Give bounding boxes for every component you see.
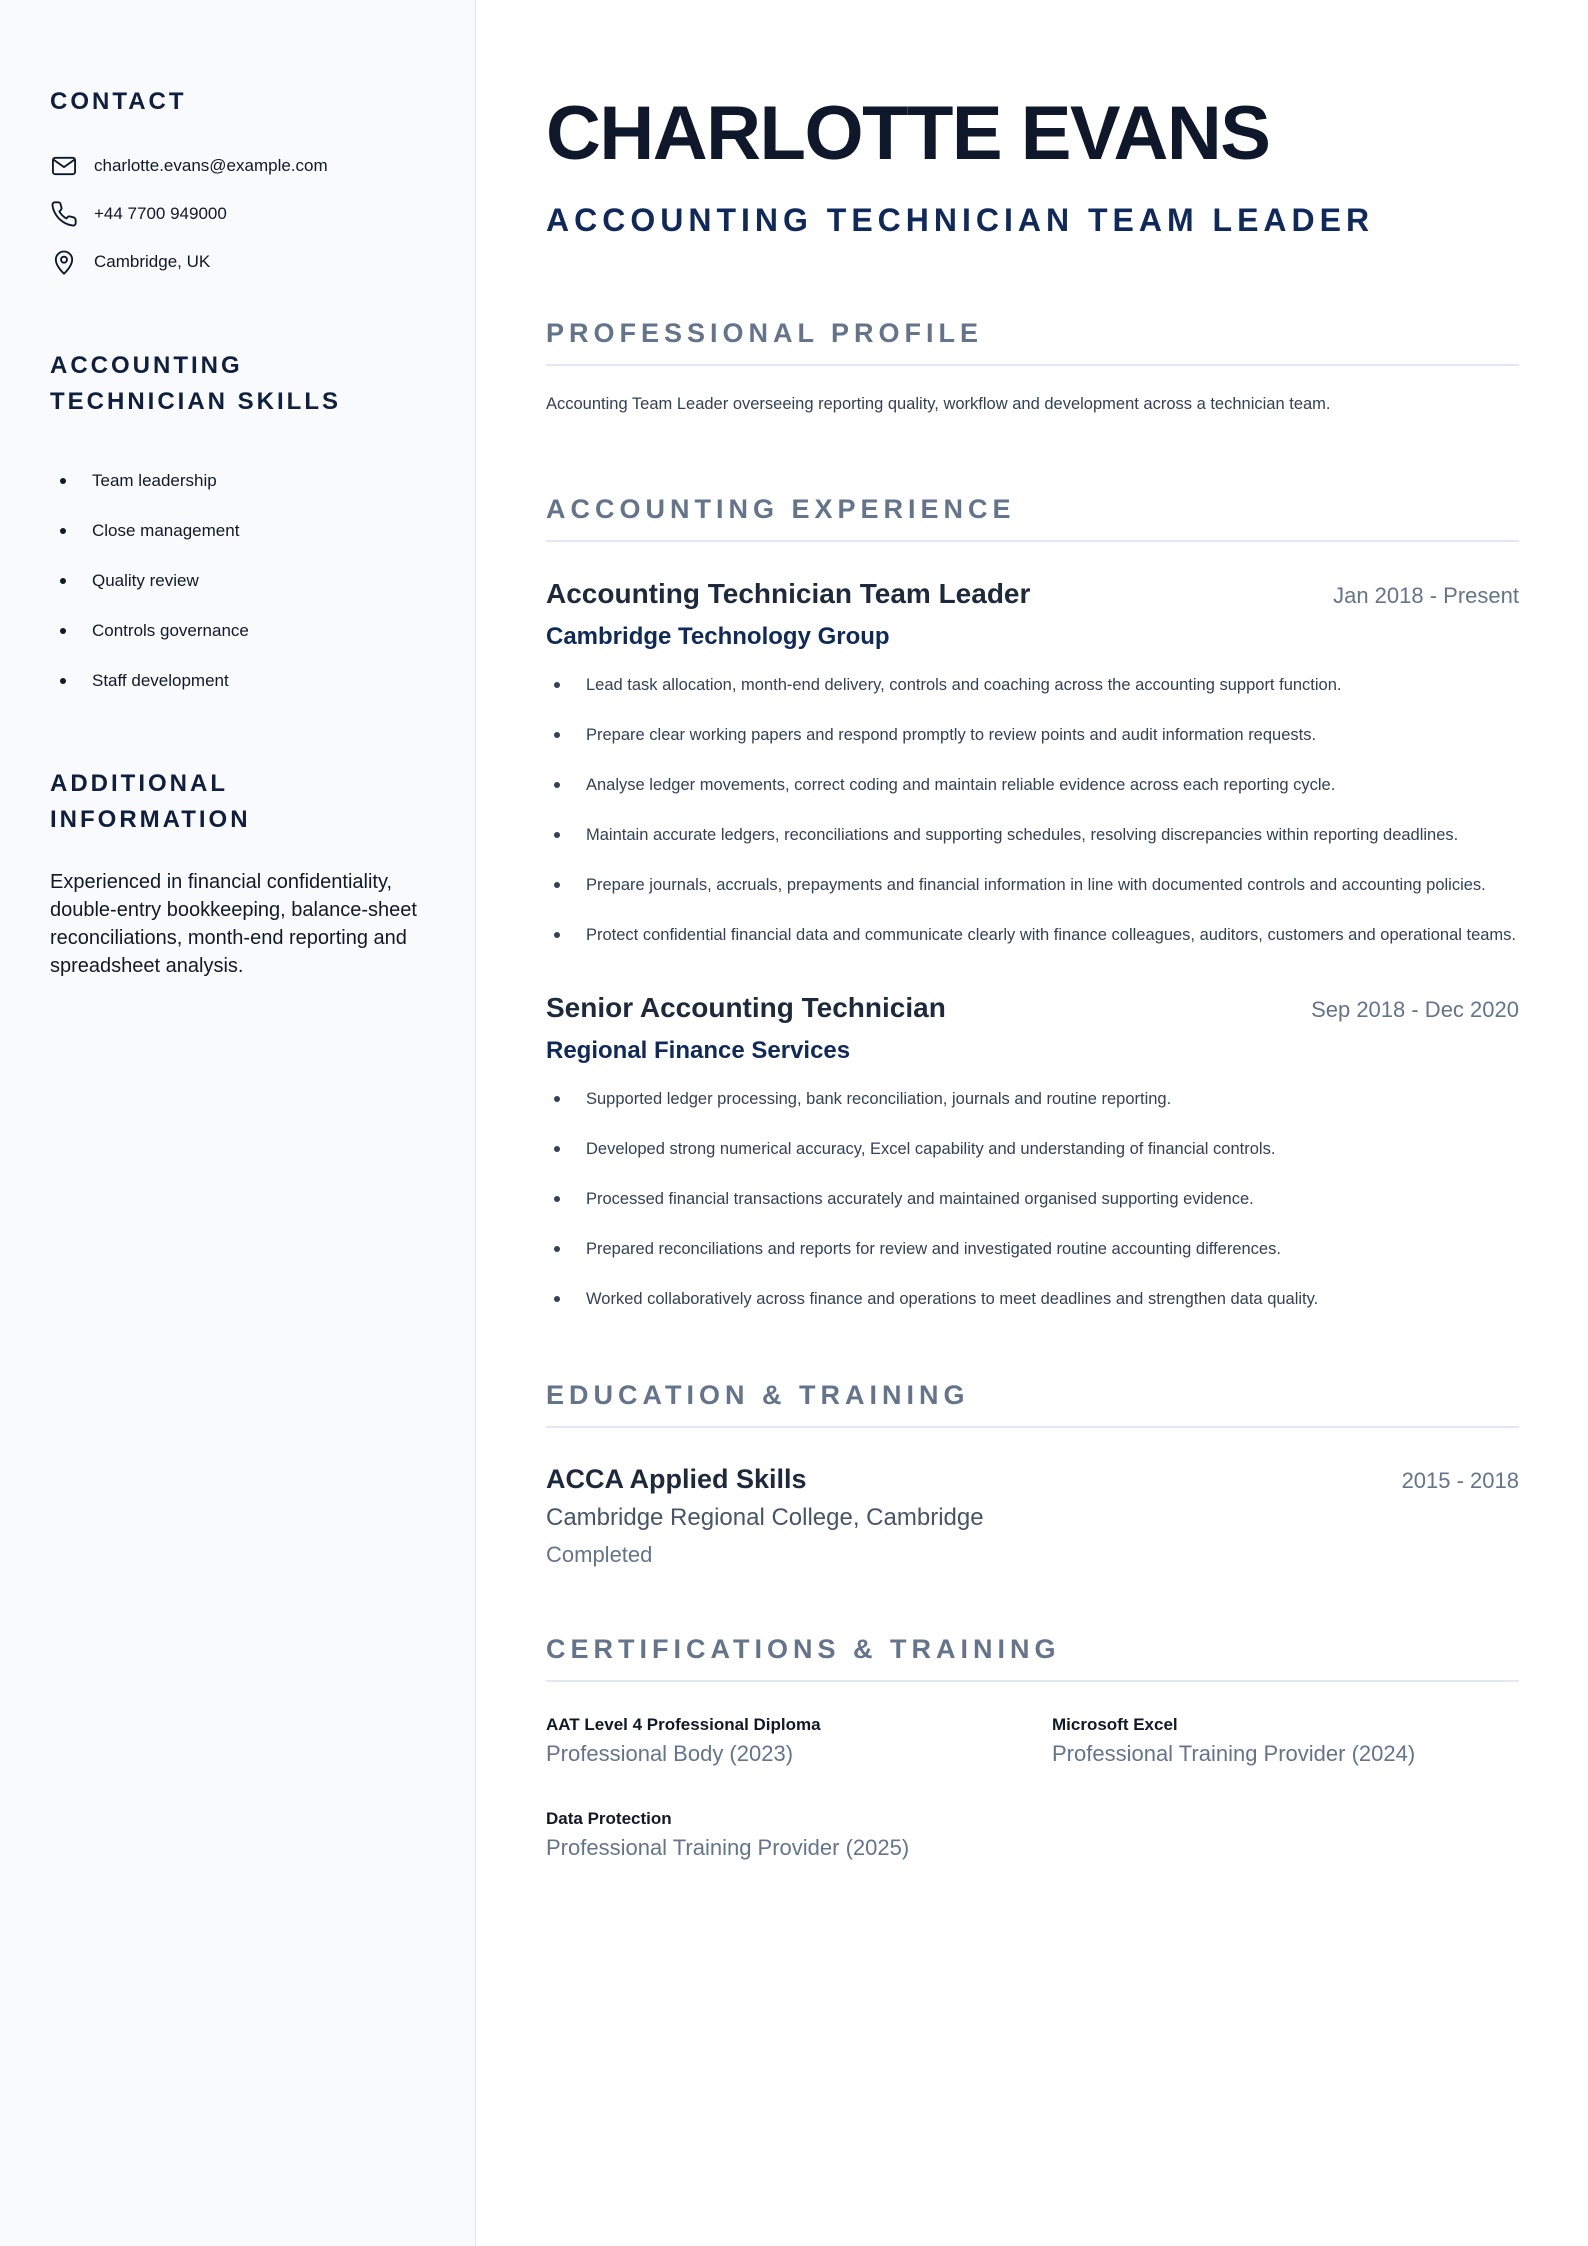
skill-label: Team leadership bbox=[92, 471, 217, 490]
bullet-icon bbox=[554, 782, 560, 788]
job-title: Accounting Technician Team Leader bbox=[546, 578, 1031, 609]
job-dates: Sep 2018 - Dec 2020 bbox=[1311, 997, 1519, 1022]
bullet-icon bbox=[554, 1296, 560, 1302]
main-content bbox=[476, 0, 1588, 2246]
job-bullet bbox=[546, 1132, 1519, 1166]
job-entry bbox=[546, 990, 1519, 1316]
mail-icon bbox=[50, 152, 78, 180]
profile-text: Accounting Team Leader overseeing reporting quality, workflow and development across a technician team. bbox=[546, 395, 1331, 413]
job-bullet bbox=[546, 1232, 1519, 1266]
contact-email bbox=[50, 142, 425, 190]
certification-item bbox=[546, 1808, 1052, 1862]
sidebar bbox=[0, 0, 476, 2246]
additional-section bbox=[50, 766, 425, 980]
bullet-text: Maintain accurate ledgers, reconciliations and supporting schedules, resolving discrepancies within reporting deadlines. bbox=[586, 826, 1459, 844]
education-heading: EDUCATION & TRAINING bbox=[546, 1378, 1519, 1428]
certification-name: Microsoft Excel bbox=[1052, 1715, 1178, 1734]
candidate-headline: ACCOUNTING TECHNICIAN TEAM LEADER bbox=[546, 202, 1375, 238]
skill-label: Close management bbox=[92, 521, 240, 540]
additional-heading: ADDITIONAL INFORMATION bbox=[50, 770, 251, 833]
education-section bbox=[546, 1378, 1519, 1570]
bullet-text: Supported ledger processing, bank reconciliation, journals and routine reporting. bbox=[586, 1090, 1172, 1108]
bullet-icon bbox=[554, 732, 560, 738]
bullet-icon bbox=[554, 1246, 560, 1252]
location-text: Cambridge, UK bbox=[94, 252, 211, 271]
bullet-text: Prepare journals, accruals, prepayments and financial information in line with documented controls and accounting policies. bbox=[586, 876, 1486, 894]
phone-text[interactable]: +44 7700 949000 bbox=[94, 204, 227, 223]
contact-list bbox=[50, 142, 425, 286]
education-school: Cambridge Regional College, Cambridge bbox=[546, 1504, 984, 1531]
phone-icon bbox=[50, 200, 78, 228]
education-header bbox=[546, 1462, 1519, 1496]
certification-org: Professional Body (2023) bbox=[546, 1741, 794, 1766]
experience-heading: ACCOUNTING EXPERIENCE bbox=[546, 492, 1519, 542]
profile-section bbox=[546, 316, 1519, 416]
skill-label: Quality review bbox=[92, 571, 199, 590]
contact-heading: CONTACT bbox=[50, 88, 187, 115]
job-bullet bbox=[546, 668, 1519, 702]
job-bullet bbox=[546, 918, 1519, 952]
experience-section bbox=[546, 492, 1519, 1316]
skill-label: Controls governance bbox=[92, 621, 249, 640]
bullet-icon bbox=[554, 1196, 560, 1202]
job-bullet bbox=[546, 818, 1519, 852]
job-bullet bbox=[546, 1282, 1519, 1316]
job-company: Regional Finance Services bbox=[546, 1037, 851, 1064]
skill-item bbox=[50, 506, 425, 556]
job-dates: Jan 2018 - Present bbox=[1333, 583, 1519, 608]
bullet-text: Analyse ledger movements, correct coding and maintain reliable evidence across each reporting cycle. bbox=[586, 776, 1336, 794]
bullet-icon bbox=[554, 932, 560, 938]
bullet-icon bbox=[554, 832, 560, 838]
bullet-icon bbox=[554, 682, 560, 688]
email-text[interactable]: charlotte.evans@example.com bbox=[94, 156, 328, 175]
bullet-text: Lead task allocation, month-end delivery, controls and coaching across the accounting support function. bbox=[586, 676, 1342, 694]
certifications-grid bbox=[546, 1714, 1519, 1862]
contact-section bbox=[50, 84, 425, 286]
job-title: Senior Accounting Technician bbox=[546, 992, 946, 1023]
bullet-icon bbox=[60, 628, 66, 634]
bullet-icon bbox=[60, 678, 66, 684]
bullet-icon bbox=[60, 528, 66, 534]
bullet-icon bbox=[554, 1096, 560, 1102]
certifications-heading: CERTIFICATIONS & TRAINING bbox=[546, 1632, 1519, 1682]
skills-heading: ACCOUNTING TECHNICIAN SKILLS bbox=[50, 352, 341, 415]
skill-item bbox=[50, 656, 425, 706]
profile-heading: PROFESSIONAL PROFILE bbox=[546, 316, 1519, 366]
job-bullet bbox=[546, 1182, 1519, 1216]
education-dates: 2015 - 2018 bbox=[1401, 1468, 1519, 1493]
skills-section bbox=[50, 348, 425, 706]
job-bullets bbox=[546, 668, 1519, 952]
bullet-text: Processed financial transactions accurately and maintained organised supporting evidence. bbox=[586, 1190, 1254, 1208]
bullet-text: Developed strong numerical accuracy, Excel capability and understanding of financial controls. bbox=[586, 1140, 1276, 1158]
education-entry bbox=[546, 1462, 1519, 1570]
skill-item bbox=[50, 606, 425, 656]
job-entry bbox=[546, 576, 1519, 952]
certification-item bbox=[1052, 1714, 1519, 1768]
job-bullet bbox=[546, 1082, 1519, 1116]
certification-item bbox=[546, 1714, 1052, 1768]
candidate-name: CHARLOTTE EVANS bbox=[546, 91, 1270, 176]
education-status: Completed bbox=[546, 1542, 653, 1567]
skills-list bbox=[50, 456, 425, 706]
bullet-text: Worked collaboratively across finance and operations to meet deadlines and strengthen data quality. bbox=[586, 1290, 1319, 1308]
education-title: ACCA Applied Skills bbox=[546, 1464, 807, 1494]
bullet-icon bbox=[554, 1146, 560, 1152]
skill-item bbox=[50, 456, 425, 506]
job-bullet bbox=[546, 868, 1519, 902]
certification-org: Professional Training Provider (2025) bbox=[546, 1835, 910, 1860]
contact-location bbox=[50, 238, 425, 286]
bullet-text: Prepared reconciliations and reports for review and investigated routine accounting differences. bbox=[586, 1240, 1281, 1258]
certification-org: Professional Training Provider (2024) bbox=[1052, 1741, 1416, 1766]
bullet-icon bbox=[60, 578, 66, 584]
additional-text: Experienced in financial confidentiality, double-entry bookkeeping, balance-sheet reconciliations, month-end reporting and spreadsheet analysis. bbox=[50, 871, 417, 977]
bullet-text: Protect confidential financial data and communicate clearly with finance colleagues, auditors, customers and operational teams. bbox=[586, 926, 1517, 944]
job-bullet bbox=[546, 768, 1519, 802]
location-pin-icon bbox=[50, 248, 78, 276]
bullet-icon bbox=[60, 478, 66, 484]
bullet-icon bbox=[554, 882, 560, 888]
job-header bbox=[546, 576, 1519, 612]
bullet-text: Prepare clear working papers and respond promptly to review points and audit information requests. bbox=[586, 726, 1317, 744]
job-company: Cambridge Technology Group bbox=[546, 623, 890, 650]
skill-label: Staff development bbox=[92, 671, 229, 690]
job-header bbox=[546, 990, 1519, 1026]
job-bullet bbox=[546, 718, 1519, 752]
contact-phone bbox=[50, 190, 425, 238]
certifications-section bbox=[546, 1632, 1519, 1862]
certification-name: AAT Level 4 Professional Diploma bbox=[546, 1715, 821, 1734]
skill-item bbox=[50, 556, 425, 606]
job-bullets bbox=[546, 1082, 1519, 1316]
certification-name: Data Protection bbox=[546, 1809, 672, 1828]
